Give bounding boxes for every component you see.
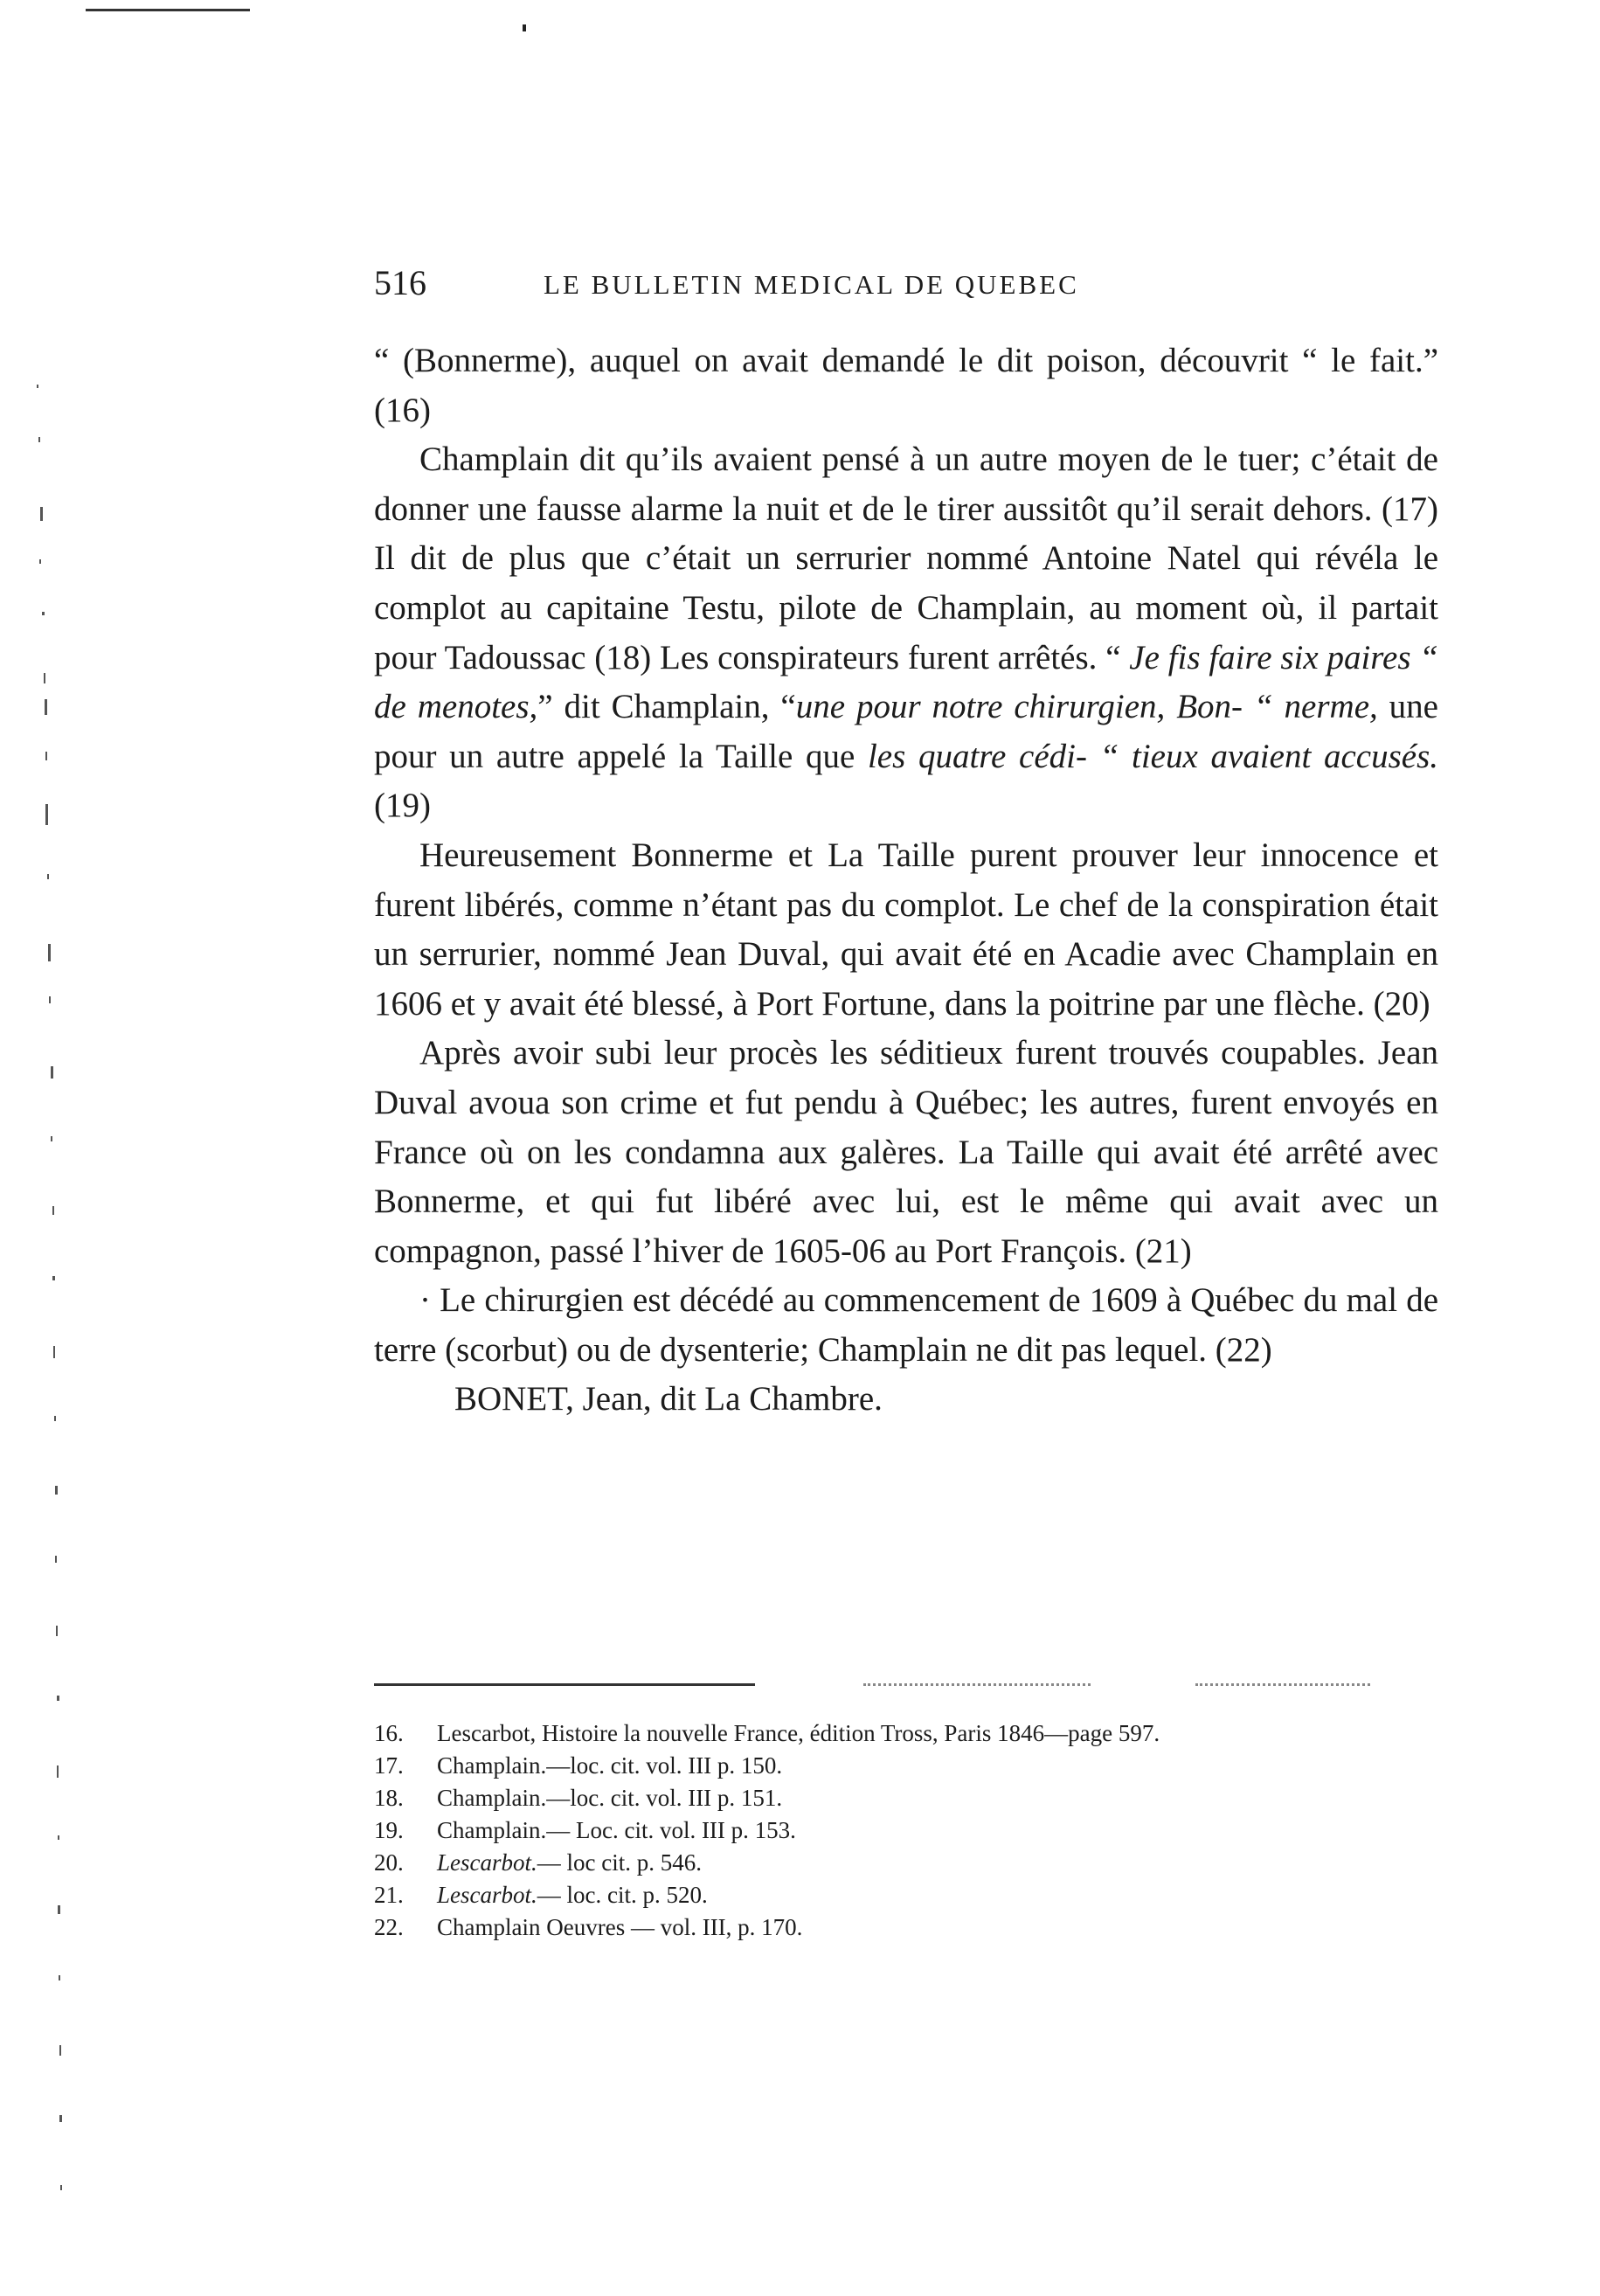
footnote-number: 18. [374,1785,404,1811]
paragraph [374,435,1438,831]
footnote-text: Champlain.— Loc. cit. vol. III p. 153. [437,1817,796,1843]
footnote [374,1750,1442,1782]
footnote [374,1879,1442,1911]
footnote-text: — loc. cit. p. 520. [537,1882,708,1908]
text-run: Champlain dit qu’ils avaient pensé à un autre moyen de le tuer; c’était de donner une fausse alarme la nuit et de le tirer aussitôt qu’il serait dehors. (17) Il dit de plus que c’était un serrurier nommé Antoine Natel qui révéla le complot au capitaine Testu, pilote de Champlain, au moment où, il partait pour Tadoussac (18) Les conspirateurs furent arrêtés. “ [374,440,1438,676]
footnote-number: 19. [374,1817,404,1843]
footnote-separator [374,1683,1438,1689]
text-run: une pour un autre appelé la Taille que [374,688,1438,775]
text-run-italic: Je fis faire six paires “ de menotes, [374,638,1438,726]
text-run: (19) [374,787,431,825]
text-run-italic: une pour notre chirurgien, Bon- “ nerme, [795,688,1378,726]
text-run: · Le chirurgien est décédé au commencement de 1609 à Québec du mal de terre (scorbut) ou de dysenterie; Champlain ne dit pas lequel. (22) [374,1281,1438,1369]
entry-heading [374,1375,1438,1425]
footnote [374,1717,1442,1750]
page-number: 516 [374,263,426,302]
text-run-italic: les quatre cédi- “ tieux avaient accusés. [867,737,1438,775]
text-run: Heureusement Bonnerme et La Taille purent prouver leur innocence et furent libérés, comme n’étant pas du complot. Le chef de la conspiration était un serrurier, nommé Jean Duval, qui avait été en Acadie avec Champlain en 1606 et y avait été blessé, à Port Fortune, dans la poitrine par une flèche. (20) [374,836,1438,1023]
footnote-number: 16. [374,1720,404,1746]
footnote-text: Lescarbot, Histoire la nouvelle France, édition Tross, Paris 1846—page 597. [437,1720,1160,1746]
footnote-text: — loc cit. p. 546. [537,1849,702,1876]
text-run: Après avoir subi leur procès les séditieux furent trouvés coupables. Jean Duval avoua son crime et fut pendu à Québec; les autres, furent envoyés en France où on les condamna aux galères. La Taille qui avait été arrêté avec Bonnerme, et qui fut libéré avec lui, est le même qui avait avec un compagnon, passé l’hiver de 1605-06 au Port François. (21) [374,1034,1438,1270]
text-run: ” dit Champlain, “ [537,688,796,726]
footnote-rule [374,1683,755,1686]
paragraph [374,1029,1438,1276]
top-edge-speck [523,24,526,31]
footnote-rule-dotted [863,1683,1091,1689]
footnote-text-italic: Lescarbot. [437,1882,537,1908]
running-head: LE BULLETIN MEDICAL DE QUEBEC [544,269,1079,300]
footnote [374,1847,1442,1879]
text-run: “ (Bonnerme), auquel on avait demandé le dit poison, découvrit “ le fait.” (16) [374,342,1438,429]
paragraph [374,1276,1438,1375]
paragraph [374,336,1438,435]
paragraph [374,831,1438,1029]
footnote-text: Champlain Oeuvres — vol. III, p. 170. [437,1914,803,1940]
text-run: BONET, Jean, dit La Chambre. [454,1380,883,1419]
footnote-number: 22. [374,1914,404,1940]
footnote-text: Champlain.—loc. cit. vol. III p. 151. [437,1785,783,1811]
left-edge-scan-specks [24,332,77,2255]
footnote-text: Champlain.—loc. cit. vol. III p. 150. [437,1752,783,1779]
footnote-number: 20. [374,1849,404,1876]
footnote [374,1782,1442,1814]
footnote-text-italic: Lescarbot. [437,1849,537,1876]
body-text [374,336,1438,1425]
footnotes [374,1717,1442,1944]
footnote-number: 21. [374,1882,404,1908]
footnote [374,1814,1442,1847]
top-edge-rule [86,9,250,11]
footnote-number: 17. [374,1752,404,1779]
footnote [374,1911,1442,1944]
footnote-rule-dotted [1195,1683,1370,1689]
